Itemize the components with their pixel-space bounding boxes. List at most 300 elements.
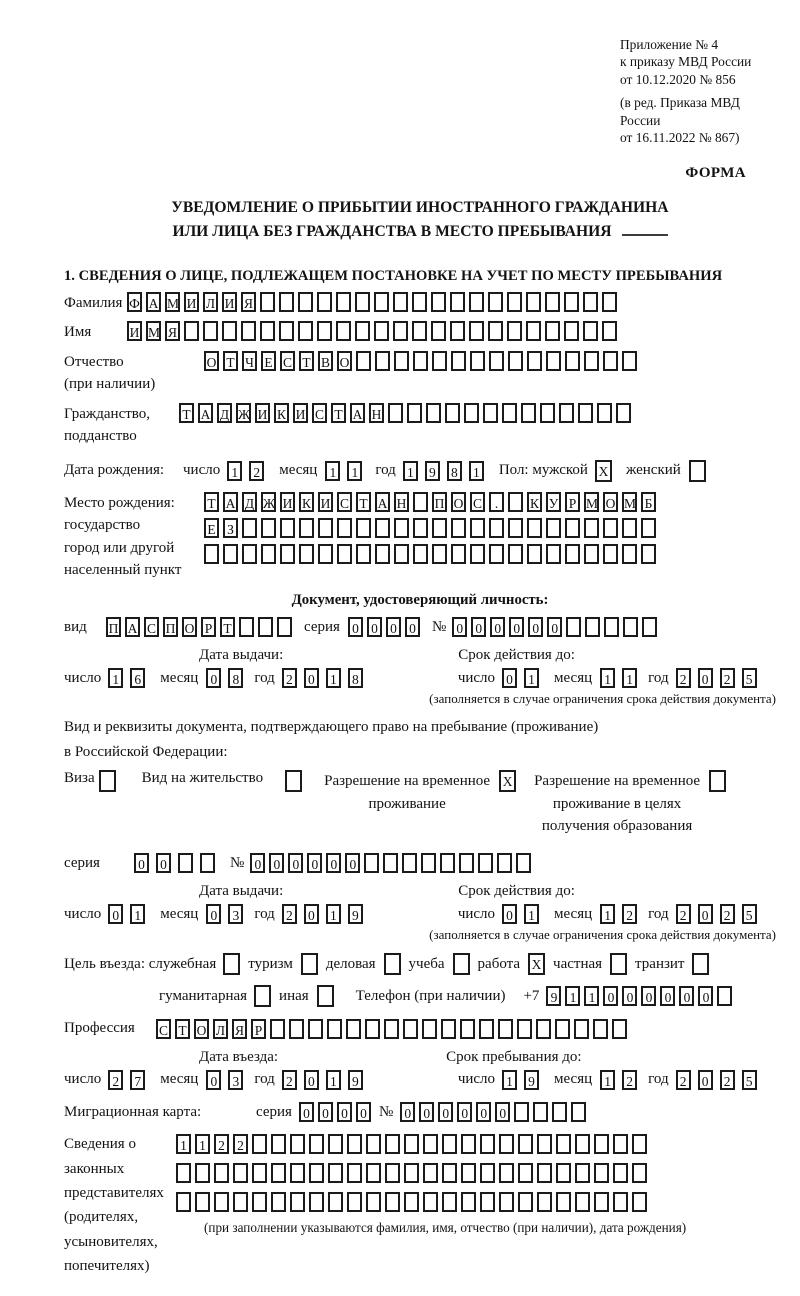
char-box[interactable] [559, 403, 574, 423]
char-box[interactable] [451, 544, 466, 564]
char-box[interactable] [575, 1192, 590, 1212]
char-box[interactable] [384, 1019, 399, 1039]
char-box[interactable] [270, 1019, 285, 1039]
char-box[interactable]: 1 [600, 668, 615, 688]
char-box[interactable]: И [127, 321, 142, 341]
char-box[interactable] [301, 953, 318, 975]
char-box[interactable]: Т [220, 617, 235, 637]
permit-issue-day-boxes[interactable] [108, 904, 152, 924]
char-box[interactable] [394, 351, 409, 371]
purpose-tourism-checkbox[interactable] [301, 953, 318, 975]
char-box[interactable] [518, 1163, 533, 1183]
char-box[interactable]: X [499, 770, 516, 792]
char-box[interactable]: П [163, 617, 178, 637]
char-box[interactable] [632, 1163, 647, 1183]
char-box[interactable]: 0 [660, 986, 675, 1006]
char-box[interactable] [514, 1102, 529, 1122]
char-box[interactable] [507, 321, 522, 341]
char-box[interactable] [470, 544, 485, 564]
char-box[interactable] [540, 403, 555, 423]
purpose-humanitarian-checkbox[interactable] [254, 985, 271, 1007]
char-box[interactable] [385, 1134, 400, 1154]
char-box[interactable]: С [280, 351, 295, 371]
char-box[interactable] [502, 403, 517, 423]
sex-female-checkbox[interactable] [689, 460, 706, 482]
char-box[interactable]: Р [201, 617, 216, 637]
char-box[interactable] [526, 292, 541, 312]
char-box[interactable] [422, 1019, 437, 1039]
char-box[interactable]: 2 [720, 904, 735, 924]
char-box[interactable] [298, 321, 313, 341]
char-box[interactable] [214, 1192, 229, 1212]
char-box[interactable] [470, 351, 485, 371]
char-box[interactable] [318, 544, 333, 564]
representatives-boxes-row1[interactable] [176, 1134, 686, 1154]
char-box[interactable]: 0 [307, 853, 322, 873]
birth-place-boxes-row1[interactable] [204, 492, 660, 512]
char-box[interactable] [99, 770, 116, 792]
char-box[interactable] [432, 518, 447, 538]
doc-series-boxes[interactable] [348, 617, 424, 637]
char-box[interactable]: М [584, 492, 599, 512]
char-box[interactable] [402, 853, 417, 873]
purpose-other-checkbox[interactable] [317, 985, 334, 1007]
char-box[interactable]: 0 [250, 853, 265, 873]
char-box[interactable] [537, 1134, 552, 1154]
char-box[interactable]: Т [204, 492, 219, 512]
char-box[interactable] [521, 403, 536, 423]
char-box[interactable] [258, 617, 273, 637]
char-box[interactable] [478, 853, 493, 873]
char-box[interactable] [518, 1192, 533, 1212]
char-box[interactable] [318, 518, 333, 538]
char-box[interactable]: 0 [622, 986, 637, 1006]
char-box[interactable] [347, 1163, 362, 1183]
char-box[interactable]: У [546, 492, 561, 512]
char-box[interactable]: 2 [676, 668, 691, 688]
char-box[interactable] [383, 853, 398, 873]
char-box[interactable] [178, 853, 193, 873]
char-box[interactable] [442, 1192, 457, 1212]
char-box[interactable] [489, 351, 504, 371]
char-box[interactable] [195, 1192, 210, 1212]
char-box[interactable]: 2 [233, 1134, 248, 1154]
migration-number-boxes[interactable] [400, 1102, 590, 1122]
char-box[interactable] [612, 1019, 627, 1039]
char-box[interactable] [469, 321, 484, 341]
char-box[interactable] [480, 1134, 495, 1154]
char-box[interactable]: 0 [509, 617, 524, 637]
char-box[interactable] [470, 518, 485, 538]
char-box[interactable] [195, 1163, 210, 1183]
char-box[interactable]: О [451, 492, 466, 512]
char-box[interactable]: 9 [546, 986, 561, 1006]
char-box[interactable] [252, 1163, 267, 1183]
char-box[interactable] [461, 1192, 476, 1212]
char-box[interactable] [423, 1163, 438, 1183]
char-box[interactable] [597, 403, 612, 423]
char-box[interactable]: 0 [206, 1070, 221, 1090]
char-box[interactable] [290, 1134, 305, 1154]
char-box[interactable] [546, 544, 561, 564]
char-box[interactable] [622, 544, 637, 564]
char-box[interactable] [384, 953, 401, 975]
char-box[interactable] [585, 617, 600, 637]
char-box[interactable] [575, 1163, 590, 1183]
char-box[interactable] [584, 544, 599, 564]
char-box[interactable] [385, 1192, 400, 1212]
char-box[interactable] [279, 321, 294, 341]
char-box[interactable]: 1 [584, 986, 599, 1006]
char-box[interactable] [537, 1163, 552, 1183]
char-box[interactable]: 0 [471, 617, 486, 637]
char-box[interactable]: 1 [326, 1070, 341, 1090]
stay-month-boxes[interactable] [600, 1070, 644, 1090]
char-box[interactable] [450, 321, 465, 341]
char-box[interactable]: Д [242, 492, 257, 512]
char-box[interactable] [564, 321, 579, 341]
char-box[interactable] [537, 1192, 552, 1212]
char-box[interactable]: X [595, 460, 612, 482]
char-box[interactable] [574, 1019, 589, 1039]
birth-day-boxes[interactable] [227, 461, 271, 481]
char-box[interactable] [489, 544, 504, 564]
char-box[interactable]: 0 [367, 617, 382, 637]
char-box[interactable] [299, 544, 314, 564]
char-box[interactable] [507, 292, 522, 312]
char-box[interactable]: И [318, 492, 333, 512]
char-box[interactable] [546, 351, 561, 371]
char-box[interactable] [277, 617, 292, 637]
char-box[interactable]: Я [165, 321, 180, 341]
char-box[interactable]: 6 [130, 668, 145, 688]
char-box[interactable]: 1 [347, 461, 362, 481]
char-box[interactable]: Ф [127, 292, 142, 312]
char-box[interactable] [176, 1163, 191, 1183]
doc-issue-day-boxes[interactable] [108, 668, 152, 688]
char-box[interactable]: 0 [400, 1102, 415, 1122]
char-box[interactable] [336, 321, 351, 341]
char-box[interactable] [489, 518, 504, 538]
visa-checkbox[interactable] [99, 770, 116, 792]
char-box[interactable] [641, 544, 656, 564]
char-box[interactable]: Я [232, 1019, 247, 1039]
char-box[interactable] [451, 351, 466, 371]
char-box[interactable] [403, 1019, 418, 1039]
char-box[interactable]: 2 [282, 1070, 297, 1090]
char-box[interactable] [290, 1163, 305, 1183]
doc-issue-year-boxes[interactable] [282, 668, 370, 688]
char-box[interactable]: К [274, 403, 289, 423]
char-box[interactable] [404, 1163, 419, 1183]
char-box[interactable]: 0 [495, 1102, 510, 1122]
char-box[interactable] [508, 518, 523, 538]
char-box[interactable]: 0 [288, 853, 303, 873]
char-box[interactable] [527, 544, 542, 564]
char-box[interactable]: Т [331, 403, 346, 423]
purpose-official-checkbox[interactable] [223, 953, 240, 975]
char-box[interactable]: Д [217, 403, 232, 423]
char-box[interactable] [176, 1192, 191, 1212]
char-box[interactable] [632, 1134, 647, 1154]
char-box[interactable]: 3 [228, 1070, 243, 1090]
char-box[interactable] [412, 321, 427, 341]
char-box[interactable]: К [527, 492, 542, 512]
char-box[interactable] [280, 544, 295, 564]
char-box[interactable] [445, 403, 460, 423]
char-box[interactable]: П [106, 617, 121, 637]
char-box[interactable] [327, 1019, 342, 1039]
char-box[interactable]: А [223, 492, 238, 512]
char-box[interactable]: 8 [228, 668, 243, 688]
birth-year-boxes[interactable] [403, 461, 491, 481]
char-box[interactable]: 8 [348, 668, 363, 688]
char-box[interactable] [709, 770, 726, 792]
char-box[interactable] [364, 853, 379, 873]
char-box[interactable] [641, 518, 656, 538]
char-box[interactable] [460, 1019, 475, 1039]
char-box[interactable] [241, 321, 256, 341]
char-box[interactable]: С [312, 403, 327, 423]
char-box[interactable] [328, 1134, 343, 1154]
representatives-boxes-row3[interactable] [176, 1192, 686, 1212]
char-box[interactable]: Ж [261, 492, 276, 512]
entry-month-boxes[interactable] [206, 1070, 250, 1090]
char-box[interactable] [203, 321, 218, 341]
char-box[interactable]: 0 [326, 853, 341, 873]
char-box[interactable] [545, 321, 560, 341]
char-box[interactable] [200, 853, 215, 873]
char-box[interactable] [583, 321, 598, 341]
char-box[interactable] [441, 1019, 456, 1039]
char-box[interactable] [309, 1192, 324, 1212]
migration-series-boxes[interactable] [299, 1102, 375, 1122]
char-box[interactable]: 0 [356, 1102, 371, 1122]
char-box[interactable] [565, 518, 580, 538]
char-box[interactable] [184, 321, 199, 341]
char-box[interactable] [564, 292, 579, 312]
char-box[interactable]: 2 [282, 668, 297, 688]
char-box[interactable]: 0 [698, 986, 713, 1006]
stay-year-boxes[interactable] [676, 1070, 764, 1090]
char-box[interactable] [632, 1192, 647, 1212]
char-box[interactable] [565, 351, 580, 371]
char-box[interactable]: О [603, 492, 618, 512]
char-box[interactable] [498, 1019, 513, 1039]
char-box[interactable] [432, 351, 447, 371]
char-box[interactable] [336, 292, 351, 312]
surname-boxes[interactable] [127, 292, 621, 312]
residence-permit-checkbox[interactable] [285, 770, 302, 792]
entry-day-boxes[interactable] [108, 1070, 152, 1090]
char-box[interactable]: Т [175, 1019, 190, 1039]
char-box[interactable] [355, 321, 370, 341]
char-box[interactable] [423, 1134, 438, 1154]
char-box[interactable] [356, 544, 371, 564]
char-box[interactable] [356, 518, 371, 538]
char-box[interactable] [317, 985, 334, 1007]
char-box[interactable] [412, 292, 427, 312]
char-box[interactable] [407, 403, 422, 423]
char-box[interactable]: 0 [438, 1102, 453, 1122]
char-box[interactable] [347, 1192, 362, 1212]
char-box[interactable] [375, 518, 390, 538]
representatives-boxes-row2[interactable] [176, 1163, 686, 1183]
char-box[interactable] [261, 518, 276, 538]
char-box[interactable]: Н [369, 403, 384, 423]
char-box[interactable] [516, 853, 531, 873]
char-box[interactable] [337, 518, 352, 538]
char-box[interactable] [309, 1134, 324, 1154]
char-box[interactable] [546, 518, 561, 538]
char-box[interactable] [271, 1192, 286, 1212]
char-box[interactable] [261, 544, 276, 564]
char-box[interactable]: 0 [419, 1102, 434, 1122]
char-box[interactable]: А [375, 492, 390, 512]
char-box[interactable]: И [280, 492, 295, 512]
char-box[interactable]: Л [203, 292, 218, 312]
char-box[interactable]: 0 [318, 1102, 333, 1122]
char-box[interactable] [508, 544, 523, 564]
char-box[interactable] [239, 617, 254, 637]
char-box[interactable]: И [222, 292, 237, 312]
char-box[interactable]: 0 [108, 904, 123, 924]
char-box[interactable]: 2 [282, 904, 297, 924]
char-box[interactable] [271, 1134, 286, 1154]
char-box[interactable] [431, 321, 446, 341]
char-box[interactable]: С [144, 617, 159, 637]
char-box[interactable]: Ж [236, 403, 251, 423]
char-box[interactable] [533, 1102, 548, 1122]
char-box[interactable] [508, 492, 523, 512]
char-box[interactable]: 1 [227, 461, 242, 481]
char-box[interactable]: А [198, 403, 213, 423]
char-box[interactable] [271, 1163, 286, 1183]
char-box[interactable]: 1 [469, 461, 484, 481]
char-box[interactable]: Я [241, 292, 256, 312]
char-box[interactable] [603, 544, 618, 564]
char-box[interactable] [613, 1163, 628, 1183]
char-box[interactable]: 0 [679, 986, 694, 1006]
char-box[interactable] [317, 321, 332, 341]
char-box[interactable]: 1 [176, 1134, 191, 1154]
char-box[interactable]: 0 [452, 617, 467, 637]
char-box[interactable] [347, 1134, 362, 1154]
char-box[interactable]: 1 [565, 986, 580, 1006]
char-box[interactable] [692, 953, 709, 975]
char-box[interactable]: 5 [742, 668, 757, 688]
char-box[interactable] [328, 1163, 343, 1183]
char-box[interactable] [299, 518, 314, 538]
char-box[interactable] [365, 1019, 380, 1039]
char-box[interactable]: 1 [600, 904, 615, 924]
entry-year-boxes[interactable] [282, 1070, 370, 1090]
char-box[interactable]: 3 [228, 904, 243, 924]
phone-boxes[interactable] [546, 986, 736, 1006]
char-box[interactable] [480, 1163, 495, 1183]
char-box[interactable] [622, 518, 637, 538]
char-box[interactable]: 1 [326, 904, 341, 924]
char-box[interactable] [279, 292, 294, 312]
char-box[interactable]: 1 [600, 1070, 615, 1090]
char-box[interactable]: 0 [641, 986, 656, 1006]
char-box[interactable] [233, 1192, 248, 1212]
char-box[interactable] [604, 617, 619, 637]
char-box[interactable]: М [165, 292, 180, 312]
char-box[interactable]: П [432, 492, 447, 512]
char-box[interactable] [214, 1163, 229, 1183]
char-box[interactable] [413, 492, 428, 512]
char-box[interactable] [499, 1192, 514, 1212]
char-box[interactable]: 8 [447, 461, 462, 481]
char-box[interactable]: Ч [242, 351, 257, 371]
char-box[interactable] [328, 1192, 343, 1212]
char-box[interactable]: 9 [348, 904, 363, 924]
char-box[interactable] [423, 1192, 438, 1212]
char-box[interactable]: 0 [206, 904, 221, 924]
char-box[interactable]: 0 [603, 986, 618, 1006]
char-box[interactable] [413, 544, 428, 564]
char-box[interactable]: С [337, 492, 352, 512]
char-box[interactable]: 0 [698, 1070, 713, 1090]
char-box[interactable]: 0 [345, 853, 360, 873]
char-box[interactable]: 5 [742, 1070, 757, 1090]
char-box[interactable] [337, 544, 352, 564]
char-box[interactable] [242, 518, 257, 538]
char-box[interactable]: 9 [348, 1070, 363, 1090]
char-box[interactable] [555, 1019, 570, 1039]
char-box[interactable] [413, 518, 428, 538]
permit-valid-year-boxes[interactable] [676, 904, 764, 924]
char-box[interactable]: 0 [490, 617, 505, 637]
char-box[interactable] [527, 518, 542, 538]
char-box[interactable]: А [125, 617, 140, 637]
char-box[interactable]: К [299, 492, 314, 512]
char-box[interactable]: 0 [304, 904, 319, 924]
char-box[interactable] [309, 1163, 324, 1183]
char-box[interactable] [480, 1192, 495, 1212]
char-box[interactable]: О [182, 617, 197, 637]
char-box[interactable] [565, 544, 580, 564]
char-box[interactable]: 1 [325, 461, 340, 481]
char-box[interactable] [594, 1163, 609, 1183]
permit-valid-month-boxes[interactable] [600, 904, 644, 924]
citizenship-boxes[interactable] [179, 403, 635, 423]
char-box[interactable] [518, 1134, 533, 1154]
char-box[interactable] [575, 1134, 590, 1154]
char-box[interactable] [421, 853, 436, 873]
char-box[interactable] [252, 1192, 267, 1212]
char-box[interactable] [593, 1019, 608, 1039]
char-box[interactable]: М [622, 492, 637, 512]
permit-series-boxes[interactable] [134, 853, 222, 873]
char-box[interactable] [223, 953, 240, 975]
char-box[interactable]: 2 [622, 904, 637, 924]
char-box[interactable] [603, 518, 618, 538]
char-box[interactable] [280, 518, 295, 538]
char-box[interactable]: Е [204, 518, 219, 538]
char-box[interactable] [308, 1019, 323, 1039]
char-box[interactable] [442, 1134, 457, 1154]
char-box[interactable]: 2 [108, 1070, 123, 1090]
stay-day-boxes[interactable] [502, 1070, 546, 1090]
birth-place-boxes-row2[interactable] [204, 518, 660, 538]
char-box[interactable] [404, 1192, 419, 1212]
char-box[interactable] [317, 292, 332, 312]
char-box[interactable]: 0 [348, 617, 363, 637]
doc-valid-day-boxes[interactable] [502, 668, 546, 688]
char-box[interactable] [556, 1134, 571, 1154]
